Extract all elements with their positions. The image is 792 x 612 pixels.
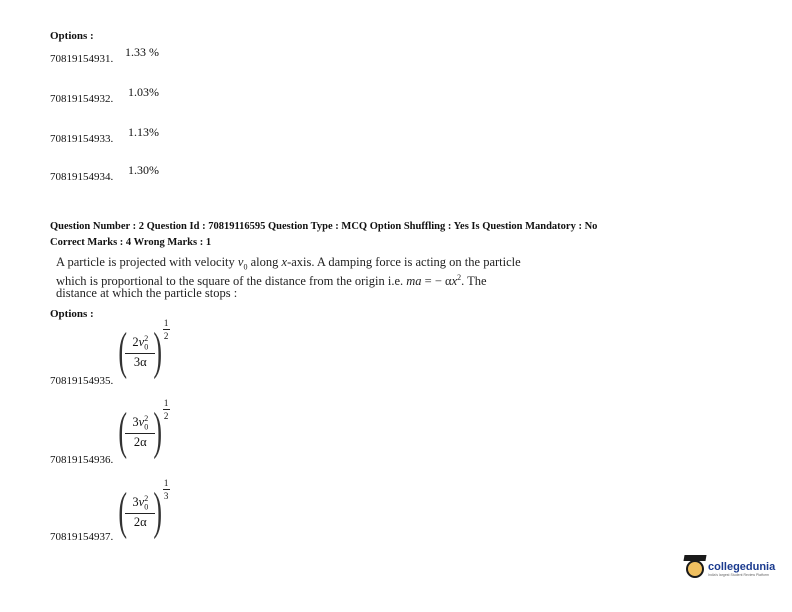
ma-var: ma [406, 274, 422, 289]
question-text-line3: distance at which the particle stops : [56, 286, 238, 300]
option-id: 70819154936. [50, 454, 114, 466]
exp-den: 2 [163, 411, 169, 421]
formula-option-1 [114, 318, 170, 380]
sub: 0 [144, 342, 149, 352]
grad-cap-icon [683, 555, 706, 561]
exp-bar [163, 409, 170, 410]
denominator: 2α [133, 514, 147, 529]
formula-option-2 [114, 398, 170, 460]
right-paren: ) [153, 403, 163, 460]
coef: 3 [132, 415, 139, 430]
subscript: 0 [243, 262, 248, 272]
options-label: Options : [50, 308, 94, 320]
question-marks: Correct Marks : 4 Wrong Marks : 1 [50, 237, 212, 248]
option-id: 70819154931. [50, 53, 114, 65]
denominator: 3α [133, 354, 147, 369]
text-run: . The [461, 274, 487, 289]
velocity-var: v [237, 255, 244, 269]
fraction [125, 414, 155, 450]
superscript: 2 [457, 273, 462, 282]
option-id: 70819154932. [50, 93, 114, 105]
fraction-bar [125, 513, 155, 514]
exp-bar [163, 329, 170, 330]
right-paren: ) [153, 323, 163, 380]
option-id: 70819154937. [50, 531, 114, 543]
exp-num: 1 [163, 478, 169, 488]
var: v [138, 415, 145, 430]
text-run: A particle is projected with velocity [56, 255, 238, 269]
x-var: x [281, 255, 288, 269]
sup: 2 [144, 334, 149, 343]
coef: 2 [132, 335, 139, 350]
exp-num: 1 [163, 398, 169, 408]
fraction-bar [125, 353, 155, 354]
exp-den: 3 [163, 491, 169, 501]
text-run: which is proportional to the square of the distance from the origin i.e. [56, 274, 407, 289]
var: v [138, 495, 145, 510]
coef: 3 [132, 495, 139, 510]
formula-option-3 [114, 478, 170, 540]
mascot-icon [686, 560, 704, 578]
numerator [130, 334, 150, 352]
exp-num: 1 [163, 318, 169, 328]
logo-name: collegedunia [708, 561, 776, 573]
sup: 2 [144, 414, 149, 423]
collegedunia-logo [686, 560, 775, 578]
text-run: -axis. A damping force is acting on the particle [287, 255, 521, 269]
numerator [130, 414, 150, 432]
left-paren: ( [118, 323, 127, 380]
var: v [138, 335, 145, 350]
logo-text [708, 561, 775, 577]
left-paren: ( [118, 483, 127, 540]
exp-bar [163, 489, 170, 490]
option-id: 70819154934. [50, 171, 114, 183]
x-var: x [451, 274, 458, 289]
text-run: along [247, 255, 282, 269]
option-value: 1.03% [128, 85, 159, 99]
denominator: 2α [133, 434, 147, 449]
exponent [163, 318, 170, 341]
exp-den: 2 [163, 331, 169, 341]
fraction [125, 334, 155, 370]
option-value: 1.33 % [125, 45, 159, 59]
exponent [163, 478, 170, 501]
exponent [163, 398, 170, 421]
sub: 0 [144, 422, 149, 432]
question-meta: Question Number : 2 Question Id : 70819116595 Question Type : MCQ Option Shuffling : Yes Is Question Mandatory : No [50, 221, 598, 232]
fraction [125, 494, 155, 530]
left-paren: ( [118, 403, 127, 460]
option-value: 1.13% [128, 125, 159, 139]
option-id: 70819154933. [50, 133, 114, 145]
option-value: 1.30% [128, 163, 159, 177]
option-id: 70819154935. [50, 375, 114, 387]
sup: 2 [144, 494, 149, 503]
logo-tagline: India's largest Student Review Platform [708, 573, 769, 577]
text-run: = − α [421, 274, 452, 289]
right-paren: ) [153, 483, 163, 540]
sub: 0 [144, 502, 149, 512]
options-label: Options : [50, 30, 94, 42]
numerator [130, 494, 150, 512]
fraction-bar [125, 433, 155, 434]
